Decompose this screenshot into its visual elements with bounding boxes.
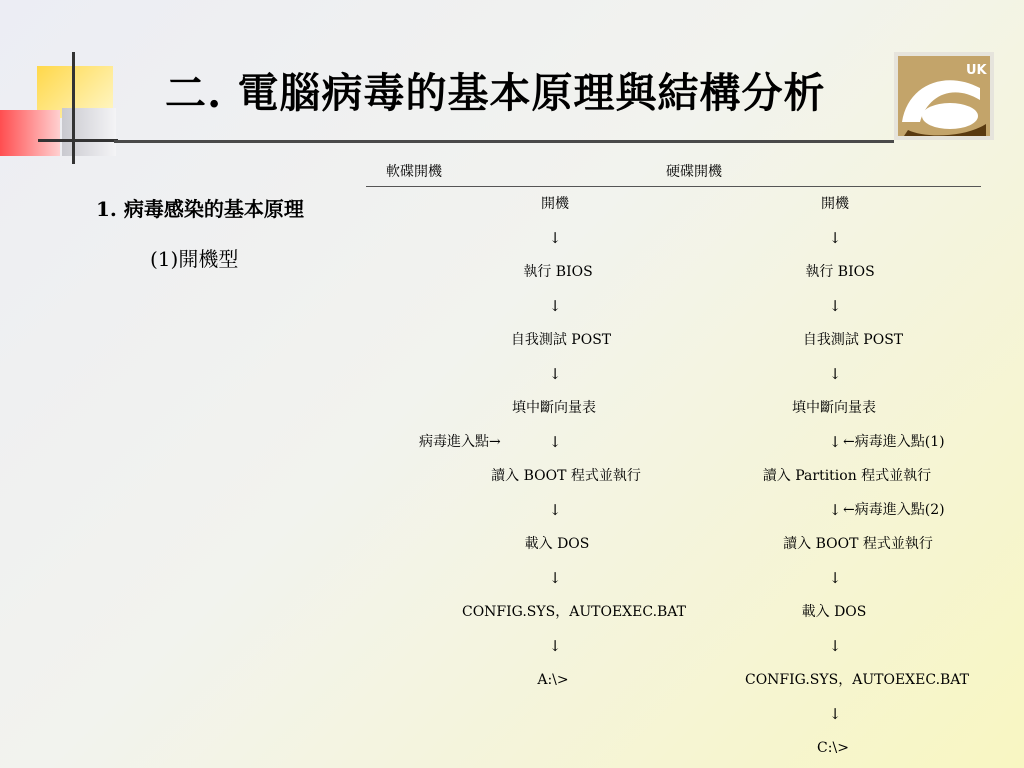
down-arrow-icon: ↓: [548, 501, 562, 519]
hard-disk-step: CONFIG.SYS，AUTOEXEC.BAT: [744, 672, 969, 688]
hard-disk-step: 開機: [821, 196, 849, 212]
section-heading: 1. 病毒感染的基本原理: [96, 197, 304, 221]
header-hard-disk-boot: 硬碟開機: [666, 164, 722, 180]
floppy-step: CONFIG.SYS，AUTOEXEC.BAT: [461, 604, 686, 620]
hard-disk-step: C:\>: [817, 740, 849, 756]
floppy-step: 填中斷向量表: [512, 400, 596, 416]
title-underline: [114, 140, 894, 143]
down-arrow-icon: ↓: [548, 637, 562, 655]
uk-logo-icon: [894, 52, 994, 140]
down-arrow-icon: ↓: [828, 433, 842, 451]
decorative-gray-square: [62, 108, 116, 156]
decorative-red-square: [0, 110, 60, 156]
hard-disk-step: 讀入 BOOT 程式並執行: [783, 536, 933, 552]
floppy-step: 執行 BIOS: [523, 264, 593, 280]
floppy-step: 自我測試 POST: [510, 332, 612, 348]
down-arrow-icon: ↓: [548, 365, 562, 383]
down-arrow-icon: ↓: [548, 569, 562, 587]
hard-disk-step: 填中斷向量表: [792, 400, 876, 416]
down-arrow-icon: ↓: [828, 365, 842, 383]
down-arrow-icon: ↓: [828, 637, 842, 655]
down-arrow-icon: ↓: [828, 229, 842, 247]
section-subheading: (1)開機型: [150, 247, 239, 271]
down-arrow-icon: ↓: [548, 297, 562, 315]
floppy-step: 開機: [541, 196, 569, 212]
hard-disk-infection-point-2-note: ←病毒進入點(2): [843, 502, 945, 518]
hard-disk-step: 自我測試 POST: [802, 332, 904, 348]
down-arrow-icon: ↓: [548, 433, 562, 451]
down-arrow-icon: ↓: [828, 501, 842, 519]
table-header-rule: [366, 186, 981, 187]
hard-disk-step: 讀入 Partition 程式並執行: [762, 468, 932, 484]
decorative-vertical-line: [72, 52, 75, 164]
header-floppy-boot: 軟碟開機: [386, 164, 442, 180]
logo-text: UK: [966, 63, 987, 78]
hard-disk-step: 執行 BIOS: [805, 264, 875, 280]
down-arrow-icon: ↓: [828, 569, 842, 587]
down-arrow-icon: ↓: [548, 229, 562, 247]
down-arrow-icon: ↓: [828, 705, 842, 723]
floppy-step: 載入 DOS: [524, 536, 590, 552]
floppy-step: A:\>: [537, 672, 569, 688]
floppy-infection-point-note: 病毒進入點→: [419, 434, 501, 450]
slide-title: 二. 電腦病毒的基本原理與結構分析: [165, 69, 826, 117]
down-arrow-icon: ↓: [828, 297, 842, 315]
decorative-horizontal-line: [38, 139, 118, 142]
hard-disk-infection-point-1-note: ←病毒進入點(1): [843, 434, 945, 450]
hard-disk-step: 載入 DOS: [801, 604, 867, 620]
floppy-step: 讀入 BOOT 程式並執行: [491, 468, 641, 484]
